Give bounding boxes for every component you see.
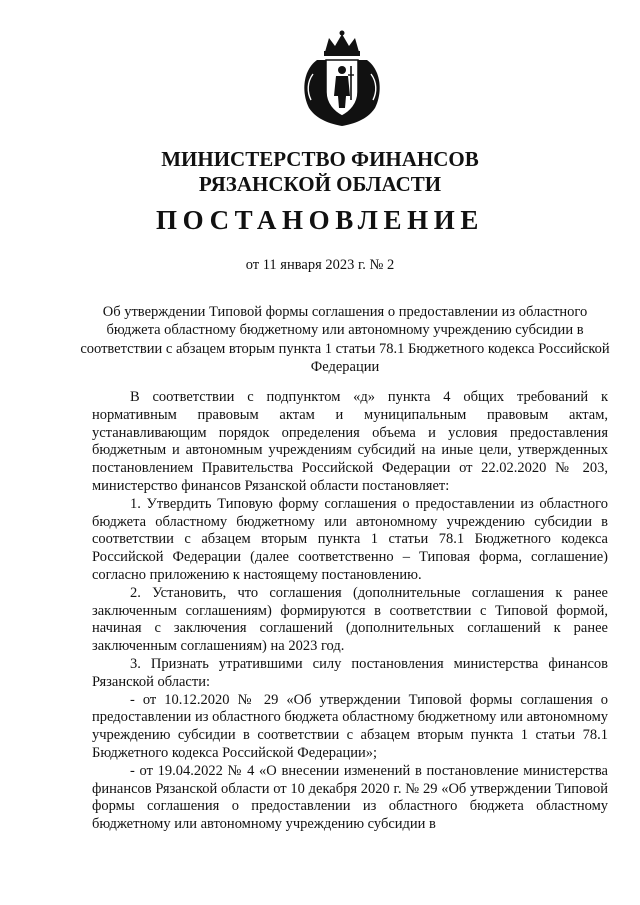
ryazan-coat-of-arms-icon <box>295 30 389 128</box>
document-body <box>92 389 608 834</box>
document-subject: Об утверждении Типовой формы соглашения о предоставлении из областного бюджета областному бюджетному или автономному учреждению субсидии в соответствии с абзацем вторым пункта 1 статьи 78.1 Бюджетного кодекса Российской Федерации <box>80 304 610 376</box>
repealed-item-1: - от 10.12.2020 № 29 «Об утверждении Типовой формы соглашения о предоставлении из областного бюджета областному бюджетному или автономному учреждению субсидии в соответствии с абзацем вторым пункта 1 статьи 78.1 Бюджетного кодекса Российской Федерации»; <box>92 691 608 761</box>
clause-3-paragraph: 3. Признать утратившими силу постановления министерства финансов Рязанской области: <box>92 655 608 690</box>
document-date-number: от 11 января 2023 г. № 2 <box>245 257 395 273</box>
ministry-name-line1: МИНИСТЕРСТВО ФИНАНСОВ <box>161 147 479 171</box>
ministry-name-line2: РЯЗАНСКОЙ ОБЛАСТИ <box>198 172 442 196</box>
preamble-paragraph: В соответствии с подпунктом «д» пункта 4 общих требований к нормативным правовым актам и муниципальным правовым актам, устанавливающим порядок определения объема и условия предоставления бюджетным и автономным учреждениям субсидий на иные цели, утвержденных постановлением Правительства Российской Федерации от 22.02.2020 № 203, министерство финансов Рязанской области постановляет: <box>92 389 608 494</box>
repealed-item-2: - от 19.04.2022 № 4 «О внесении изменений в постановление министерства финансов Рязанской области от 10 декабря 2020 г. № 29 «Об утверждении Типовой формы соглашения о предоставлении из областного бюджета областному бюджетному или автономному учреждению субсидии в <box>92 762 608 833</box>
clause-1-paragraph: 1. Утвердить Типовую форму соглашения о предоставлении из областного бюджета областному бюджетному или автономному учреждению субсидии в соответствии с абзацем вторым пункта 1 статьи 78.1 Бюджетного кодекса Российской Федерации (далее соответственно – Типовая форма, соглашение) согласно приложению к настоящему постановлению. <box>92 495 608 583</box>
document-type-title: ПОСТАНОВЛЕНИЕ <box>156 205 484 235</box>
clause-2-paragraph: 2. Установить, что соглашения (дополнительные соглашения к ранее заключенным соглашениям) формируются в соответствии с Типовой формой, начиная с заключения соглашений (дополнительных соглашений к ранее заключенным соглашениям) на 2023 год. <box>92 584 608 655</box>
